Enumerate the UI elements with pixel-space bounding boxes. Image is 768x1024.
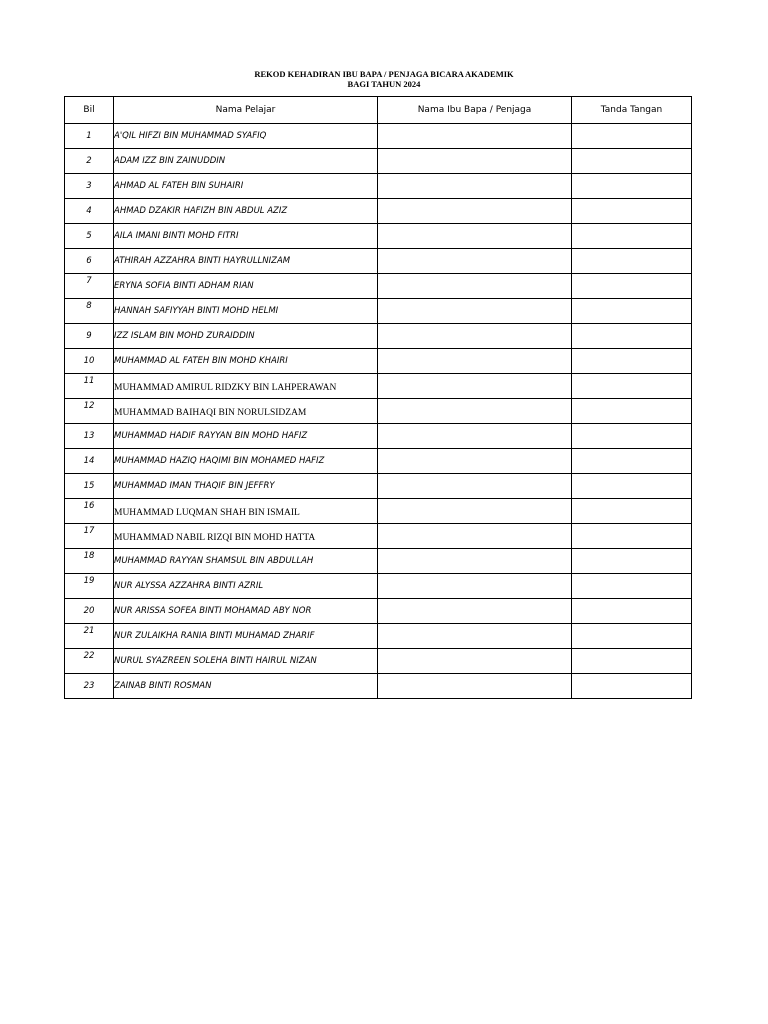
parent-name-cell[interactable] xyxy=(378,374,572,399)
signature-cell[interactable] xyxy=(572,324,692,349)
parent-name-cell[interactable] xyxy=(378,674,572,699)
parent-name-cell[interactable] xyxy=(378,549,572,574)
parent-name-cell[interactable] xyxy=(378,174,572,199)
signature-cell[interactable] xyxy=(572,524,692,549)
parent-name-cell[interactable] xyxy=(378,199,572,224)
row-number: 8 xyxy=(65,299,114,324)
student-name: HANNAH SAFIYYAH BINTI MOHD HELMI xyxy=(114,299,378,324)
table-row xyxy=(65,374,692,399)
parent-name-cell[interactable] xyxy=(378,524,572,549)
row-number: 21 xyxy=(65,624,114,649)
title-line-1: REKOD KEHADIRAN IBU BAPA / PENJAGA BICARA AKADEMIK xyxy=(254,69,514,79)
table-row xyxy=(65,399,692,424)
header-signature: Tanda Tangan xyxy=(572,97,692,124)
row-number: 16 xyxy=(65,499,114,524)
signature-cell[interactable] xyxy=(572,599,692,624)
student-name: AHMAD AL FATEH BIN SUHAIRI xyxy=(114,174,378,199)
table-row xyxy=(65,549,692,574)
parent-name-cell[interactable] xyxy=(378,299,572,324)
row-number: 7 xyxy=(65,274,114,299)
row-number: 11 xyxy=(65,374,114,399)
table-row xyxy=(65,599,692,624)
table-row xyxy=(65,174,692,199)
signature-cell[interactable] xyxy=(572,224,692,249)
header-bil: Bil xyxy=(65,97,114,124)
table-row xyxy=(65,349,692,374)
signature-cell[interactable] xyxy=(572,549,692,574)
student-name: NUR ARISSA SOFEA BINTI MOHAMAD ABY NOR xyxy=(114,599,378,624)
student-name: MUHAMMAD BAIHAQI BIN NORULSIDZAM xyxy=(114,399,378,424)
signature-cell[interactable] xyxy=(572,374,692,399)
table-row xyxy=(65,574,692,599)
signature-cell[interactable] xyxy=(572,299,692,324)
row-number: 17 xyxy=(65,524,114,549)
title-line-2: BAGI TAHUN 2024 xyxy=(347,79,421,89)
table-header-row xyxy=(65,97,692,124)
row-number: 13 xyxy=(65,424,114,449)
signature-cell[interactable] xyxy=(572,149,692,174)
student-name: NURUL SYAZREEN SOLEHA BINTI HAIRUL NIZAN xyxy=(114,649,378,674)
student-name: ZAINAB BINTI ROSMAN xyxy=(114,674,378,699)
student-name: AHMAD DZAKIR HAFIZH BIN ABDUL AZIZ xyxy=(114,199,378,224)
parent-name-cell[interactable] xyxy=(378,124,572,149)
row-number: 9 xyxy=(65,324,114,349)
student-name: MUHAMMAD RAYYAN SHAMSUL BIN ABDULLAH xyxy=(114,549,378,574)
parent-name-cell[interactable] xyxy=(378,399,572,424)
student-name: MUHAMMAD LUQMAN SHAH BIN ISMAIL xyxy=(114,499,378,524)
row-number: 20 xyxy=(65,599,114,624)
signature-cell[interactable] xyxy=(572,674,692,699)
attendance-table xyxy=(64,96,692,699)
parent-name-cell[interactable] xyxy=(378,424,572,449)
row-number: 19 xyxy=(65,574,114,599)
parent-name-cell[interactable] xyxy=(378,624,572,649)
table-row xyxy=(65,299,692,324)
parent-name-cell[interactable] xyxy=(378,224,572,249)
student-name: ATHIRAH AZZAHRA BINTI HAYRULLNIZAM xyxy=(114,249,378,274)
table-row xyxy=(65,449,692,474)
signature-cell[interactable] xyxy=(572,624,692,649)
table-row xyxy=(65,524,692,549)
student-name: MUHAMMAD HADIF RAYYAN BIN MOHD HAFIZ xyxy=(114,424,378,449)
row-number: 5 xyxy=(65,224,114,249)
table-row xyxy=(65,249,692,274)
parent-name-cell[interactable] xyxy=(378,249,572,274)
student-name: IZZ ISLAM BIN MOHD ZURAIDDIN xyxy=(114,324,378,349)
row-number: 4 xyxy=(65,199,114,224)
row-number: 18 xyxy=(65,549,114,574)
table-row xyxy=(65,624,692,649)
parent-name-cell[interactable] xyxy=(378,574,572,599)
signature-cell[interactable] xyxy=(572,249,692,274)
row-number: 15 xyxy=(65,474,114,499)
table-row xyxy=(65,224,692,249)
table-row xyxy=(65,424,692,449)
parent-name-cell[interactable] xyxy=(378,449,572,474)
signature-cell[interactable] xyxy=(572,274,692,299)
signature-cell[interactable] xyxy=(572,649,692,674)
row-number: 6 xyxy=(65,249,114,274)
table-row xyxy=(65,274,692,299)
student-name: A'QIL HIFZI BIN MUHAMMAD SYAFIQ xyxy=(114,124,378,149)
signature-cell[interactable] xyxy=(572,499,692,524)
table-row xyxy=(65,674,692,699)
table-row xyxy=(65,199,692,224)
student-name: MUHAMMAD AL FATEH BIN MOHD KHAIRI xyxy=(114,349,378,374)
student-name: MUHAMMAD HAZIQ HAQIMI BIN MOHAMED HAFIZ xyxy=(114,449,378,474)
row-number: 1 xyxy=(65,124,114,149)
student-name: ERYNA SOFIA BINTI ADHAM RIAN xyxy=(114,274,378,299)
table-row xyxy=(65,499,692,524)
parent-name-cell[interactable] xyxy=(378,474,572,499)
table-row xyxy=(65,149,692,174)
parent-name-cell[interactable] xyxy=(378,349,572,374)
student-name: MUHAMMAD IMAN THAQIF BIN JEFFRY xyxy=(114,474,378,499)
table-row xyxy=(65,124,692,149)
student-name: AILA IMANI BINTI MOHD FITRI xyxy=(114,224,378,249)
row-number: 14 xyxy=(65,449,114,474)
row-number: 2 xyxy=(65,149,114,174)
parent-name-cell[interactable] xyxy=(378,599,572,624)
signature-cell[interactable] xyxy=(572,174,692,199)
parent-name-cell[interactable] xyxy=(378,324,572,349)
row-number: 23 xyxy=(65,674,114,699)
signature-cell[interactable] xyxy=(572,424,692,449)
row-number: 22 xyxy=(65,649,114,674)
signature-cell[interactable] xyxy=(572,349,692,374)
signature-cell[interactable] xyxy=(572,574,692,599)
row-number: 10 xyxy=(65,349,114,374)
student-name: NUR ZULAIKHA RANIA BINTI MUHAMAD ZHARIF xyxy=(114,624,378,649)
student-name: MUHAMMAD AMIRUL RIDZKY BIN LAHPERAWAN xyxy=(114,374,378,399)
signature-cell[interactable] xyxy=(572,124,692,149)
student-name: MUHAMMAD NABIL RIZQI BIN MOHD HATTA xyxy=(114,524,378,549)
parent-name-cell[interactable] xyxy=(378,649,572,674)
table-row xyxy=(65,474,692,499)
document-title xyxy=(0,69,768,89)
header-student-name: Nama Pelajar xyxy=(114,97,378,124)
parent-name-cell[interactable] xyxy=(378,499,572,524)
student-name: NUR ALYSSA AZZAHRA BINTI AZRIL xyxy=(114,574,378,599)
table-row xyxy=(65,324,692,349)
header-parent-name: Nama Ibu Bapa / Penjaga xyxy=(378,97,572,124)
signature-cell[interactable] xyxy=(572,449,692,474)
table-row xyxy=(65,649,692,674)
signature-cell[interactable] xyxy=(572,399,692,424)
student-name: ADAM IZZ BIN ZAINUDDIN xyxy=(114,149,378,174)
signature-cell[interactable] xyxy=(572,474,692,499)
signature-cell[interactable] xyxy=(572,199,692,224)
row-number: 12 xyxy=(65,399,114,424)
parent-name-cell[interactable] xyxy=(378,274,572,299)
parent-name-cell[interactable] xyxy=(378,149,572,174)
row-number: 3 xyxy=(65,174,114,199)
